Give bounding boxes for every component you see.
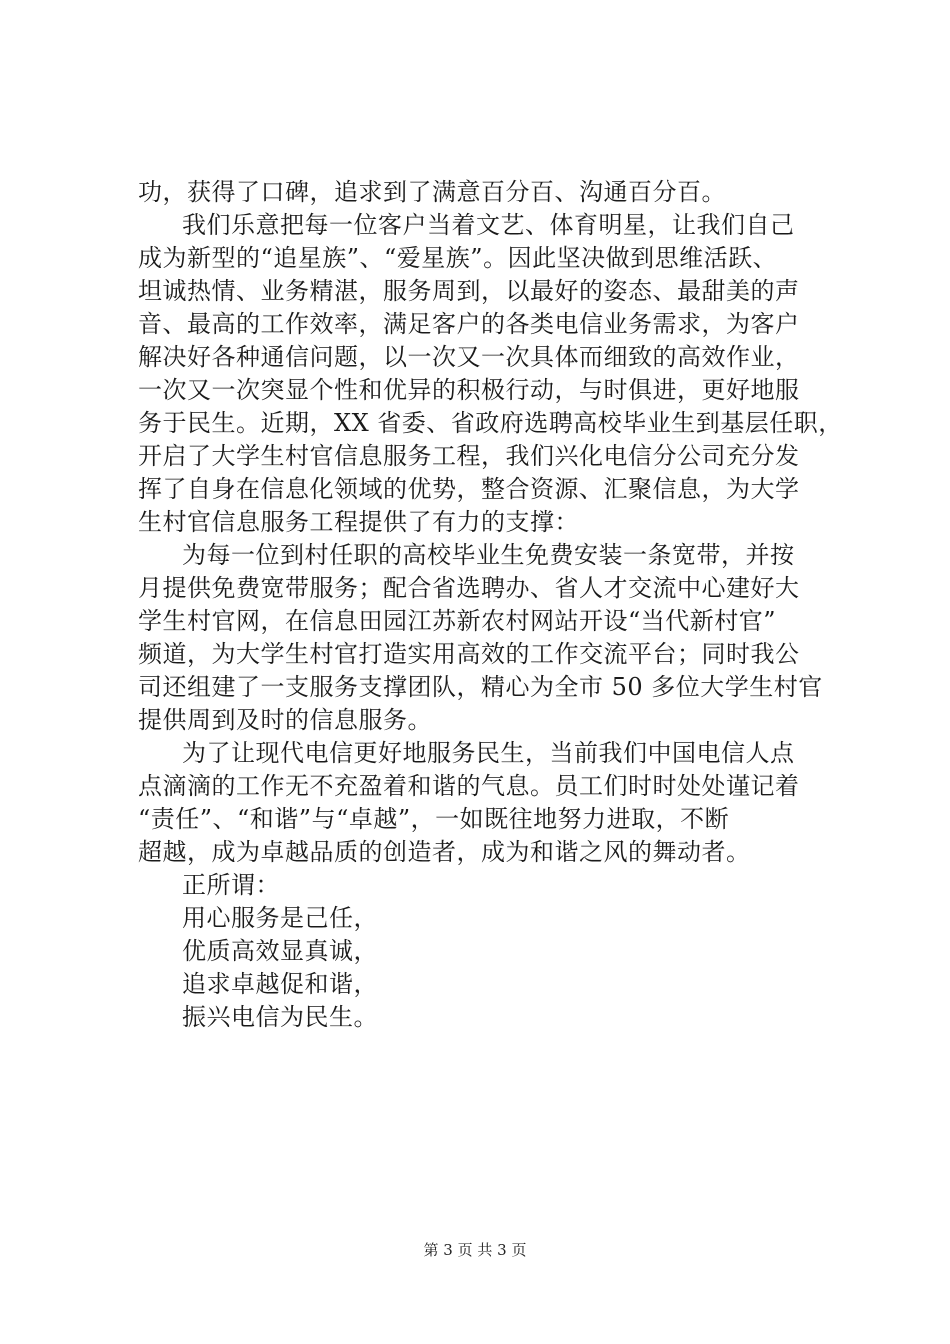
text-line: 生村官信息服务工程提供了有力的支撑：: [138, 508, 579, 536]
text-line: 解决好各种通信问题，以一次又一次具体而细致的高效作业，: [138, 343, 800, 371]
paragraph-first-line: 为了让现代电信更好地服务民生，当前我们中国电信人点: [182, 739, 795, 767]
text-line: “责任”、“和谐”与“卓越”，一如既往地努力进取，不断: [138, 805, 730, 833]
text-line: 功，获得了口碑，追求到了满意百分百、沟通百分百。: [138, 178, 726, 206]
poem-line: 追求卓越促和谐，: [182, 970, 378, 998]
text-line: 一次又一次突显个性和优异的积极行动，与时俱进，更好地服: [138, 376, 800, 404]
text-line: 开启了大学生村官信息服务工程，我们兴化电信分公司充分发: [138, 442, 800, 470]
text-line: 务于民生。近期，XX 省委、省政府选聘高校毕业生到基层任职，: [138, 409, 843, 437]
text-line: 月提供免费宽带服务；配合省选聘办、省人才交流中心建好大: [138, 574, 800, 602]
poem-line: 振兴电信为民生。: [182, 1003, 378, 1031]
text-line: 超越，成为卓越品质的创造者，成为和谐之风的舞动者。: [138, 838, 751, 866]
text-line: 挥了自身在信息化领域的优势，整合资源、汇聚信息，为大学: [138, 475, 800, 503]
paragraph-first-line: 我们乐意把每一位客户当着文艺、体育明星，让我们自己: [182, 211, 795, 239]
paragraph-first-line: 为每一位到村任职的高校毕业生免费安装一条宽带，并按: [182, 541, 795, 569]
poem-line: 优质高效显真诚，: [182, 937, 378, 965]
text-line: 成为新型的“追星族”、“爱星族”。因此坚决做到思维活跃、: [138, 244, 778, 272]
text-line: 提供周到及时的信息服务。: [138, 706, 432, 734]
text-line: 频道，为大学生村官打造实用高效的工作交流平台；同时我公: [138, 640, 800, 668]
text-line: 司还组建了一支服务支撑团队，精心为全市 50 多位大学生村官: [138, 673, 823, 701]
poem-line: 用心服务是己任，: [182, 904, 378, 932]
text-line: 点滴滴的工作无不充盈着和谐的气息。员工们时时处处谨记着: [138, 772, 800, 800]
text-line: 音、最高的工作效率，满足客户的各类电信业务需求，为客户: [138, 310, 800, 338]
text-line: 坦诚热情、业务精湛，服务周到，以最好的姿态、最甜美的声: [138, 277, 800, 305]
text-line: 学生村官网，在信息田园江苏新农村网站开设“当代新村官”: [138, 607, 777, 635]
paragraph-first-line: 正所谓：: [182, 871, 280, 899]
page-footer: 第 3 页 共 3 页: [423, 1241, 527, 1259]
